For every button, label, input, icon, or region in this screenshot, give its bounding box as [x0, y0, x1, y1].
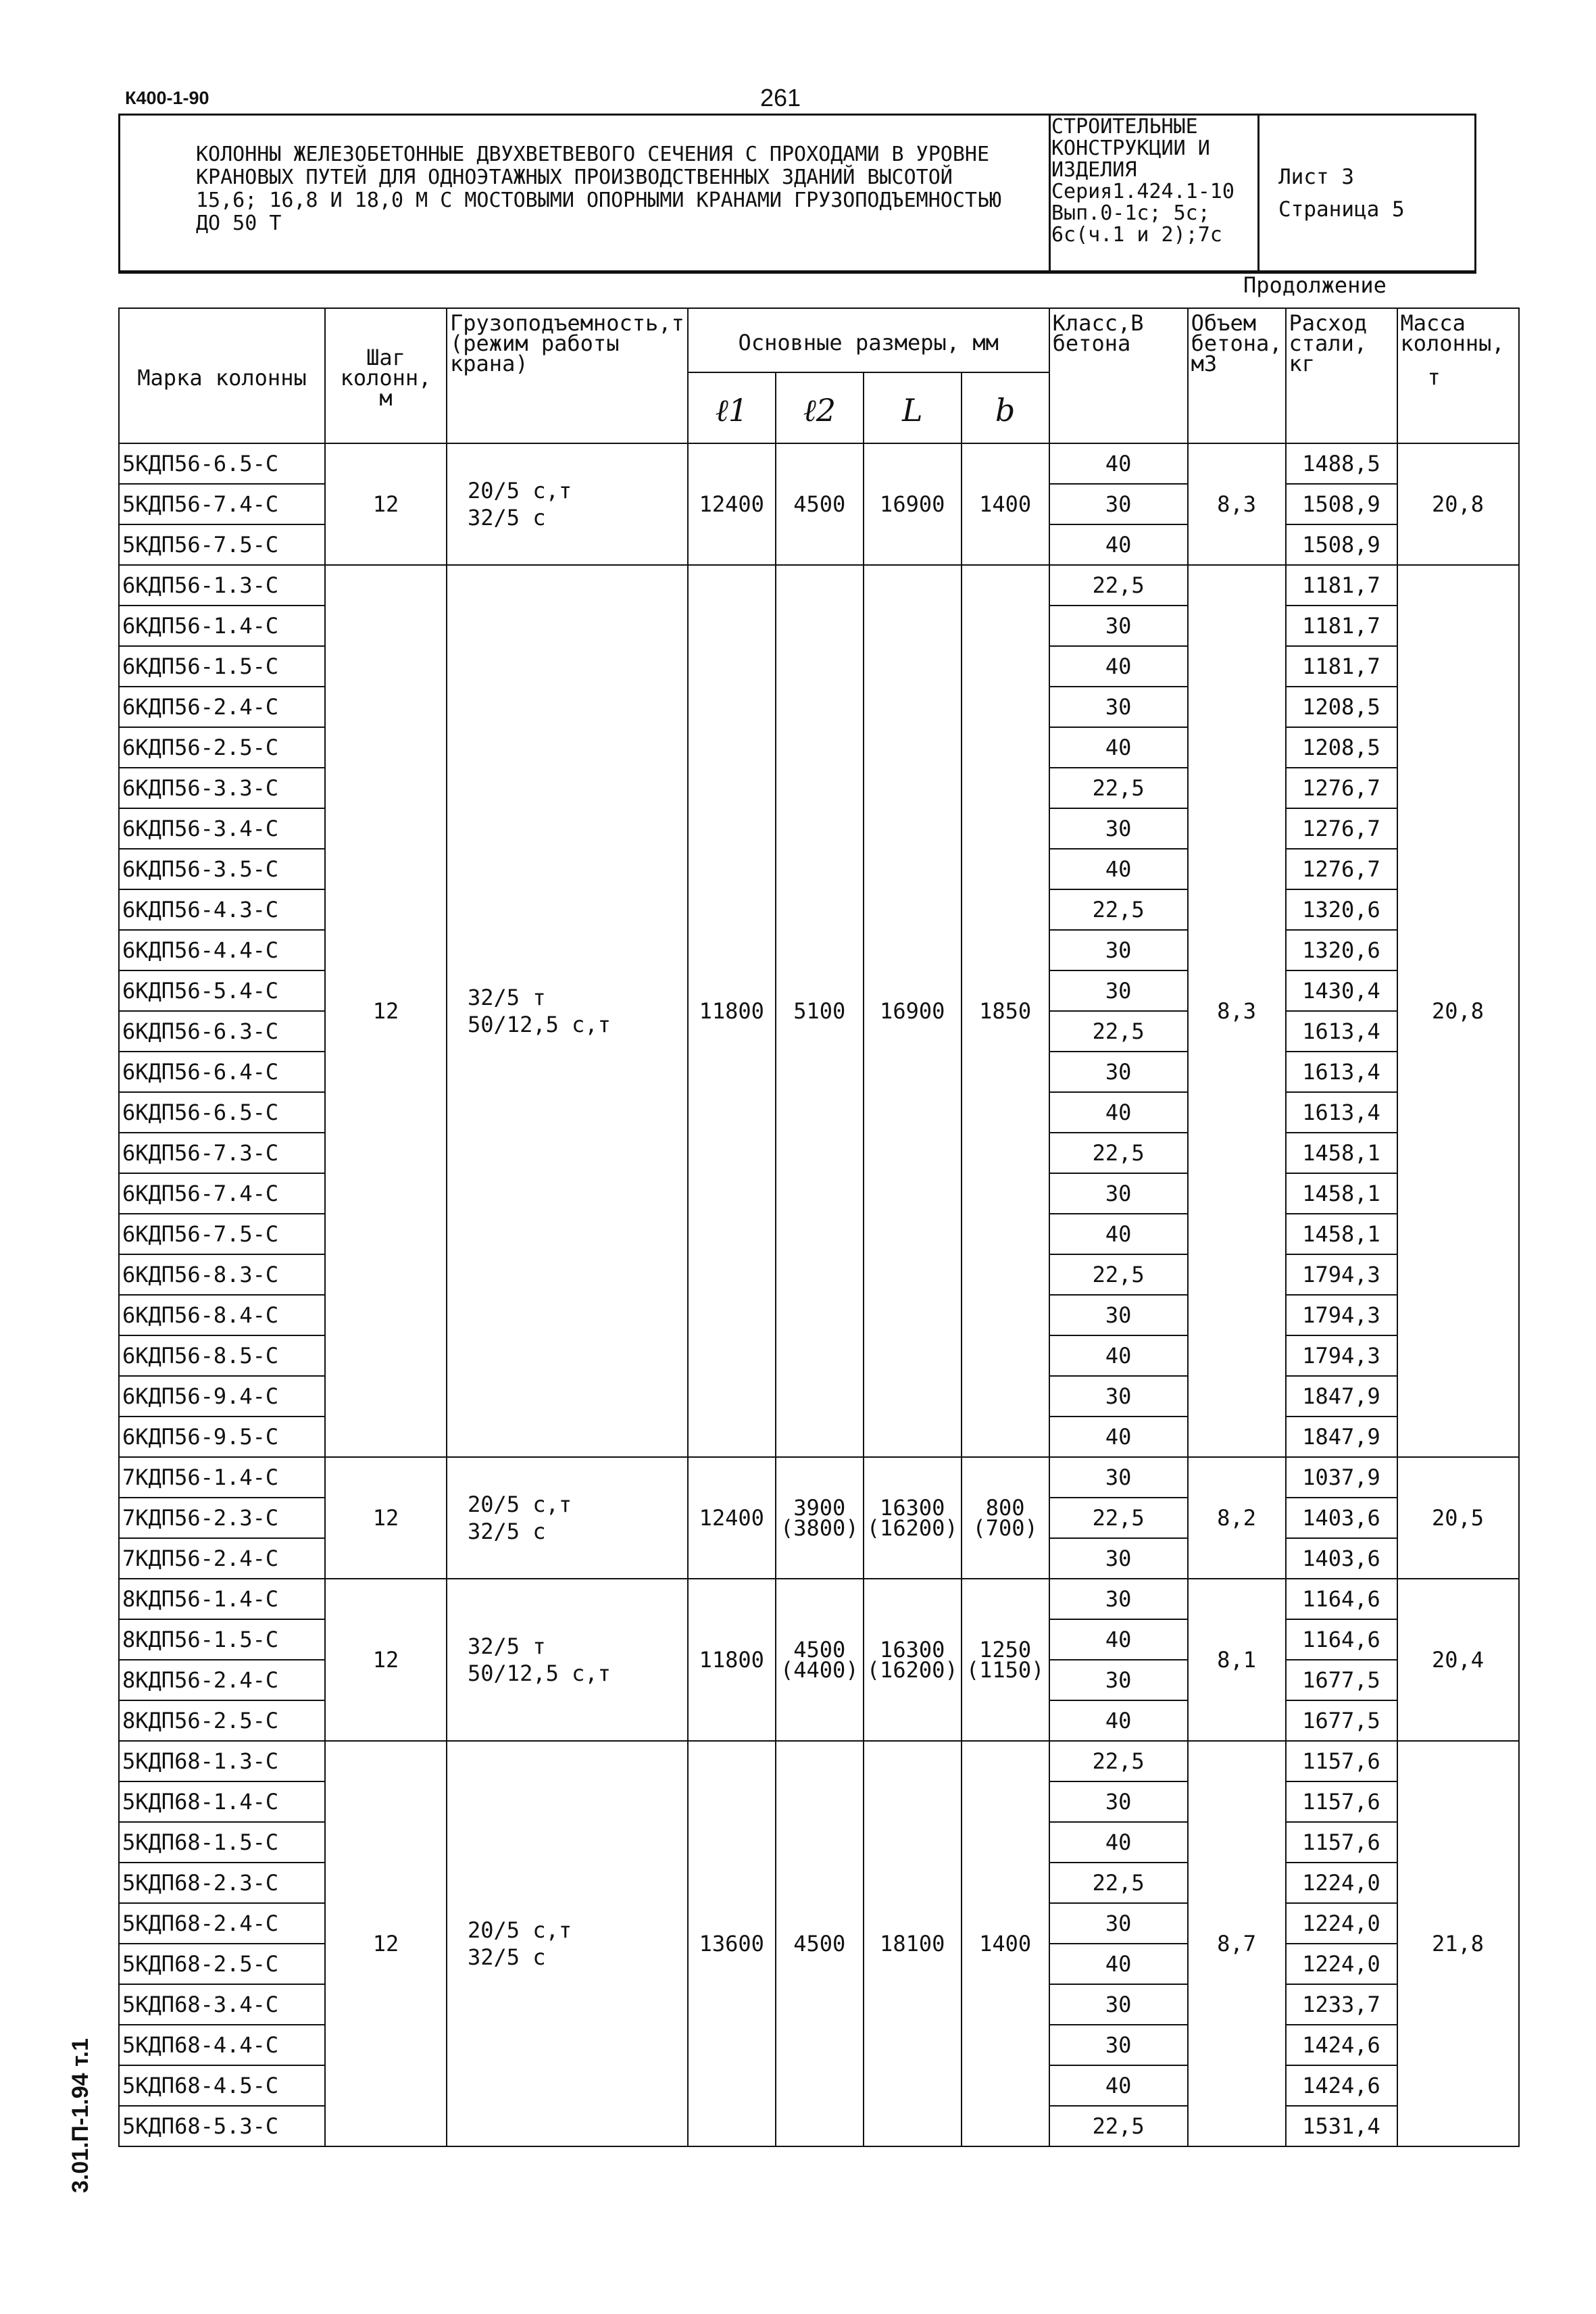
- cell-steel: 1488,5: [1286, 443, 1397, 484]
- cell-mark: 6КДП56-4.3-С: [119, 889, 325, 930]
- cell-mass: 20,4: [1397, 1579, 1519, 1741]
- cell-class: 30: [1049, 1457, 1188, 1498]
- cell-L: 16900: [864, 565, 962, 1457]
- cell-steel: 1208,5: [1286, 687, 1397, 727]
- cell-mark: 5КДП68-5.3-С: [119, 2106, 325, 2146]
- cell-mark: 8КДП56-1.4-С: [119, 1579, 325, 1619]
- cell-mark: 6КДП56-9.4-С: [119, 1376, 325, 1417]
- cell-b: 1400: [962, 1741, 1049, 2146]
- cell-mark: 6КДП56-3.3-С: [119, 768, 325, 808]
- cell-class: 22,5: [1049, 1498, 1188, 1538]
- cell-class: 22,5: [1049, 1011, 1188, 1052]
- cell-steel: 1181,7: [1286, 606, 1397, 646]
- cell-l1: 11800: [688, 1579, 776, 1741]
- cell-mark: 5КДП68-1.4-С: [119, 1781, 325, 1822]
- document-title: КОЛОННЫ ЖЕЛЕЗОБЕТОННЫЕ ДВУХВЕТВЕВОГО СЕЧЕНИЯ С ПРОХОДАМИ В УРОВНЕ КРАНОВЫХ ПУТЕЙ ДЛЯ ОДНОЭТАЖНЫХ ПРОИЗВОДСТВЕННЫХ ЗДАНИЙ ВЫСОТОЙ 15,6; 16,8 И 18,0 М С МОСТОВЫМИ ОПОРНЫМИ КРАНАМИ ГРУЗОПОДЪЕМНОСТЬЮ ДО 50 Т: [196, 143, 1002, 235]
- cell-class: 30: [1049, 808, 1188, 849]
- cell-volume: 8,7: [1188, 1741, 1286, 2146]
- table-row: [119, 1457, 1519, 1498]
- cell-steel: 1403,6: [1286, 1538, 1397, 1579]
- cell-class: 30: [1049, 1903, 1188, 1944]
- cell-steel: 1458,1: [1286, 1133, 1397, 1173]
- cell-mark: 6КДП56-7.4-С: [119, 1173, 325, 1214]
- cell-steel: 1794,3: [1286, 1254, 1397, 1295]
- cell-class: 40: [1049, 1417, 1188, 1457]
- cell-steel: 1157,6: [1286, 1781, 1397, 1822]
- cell-class: 40: [1049, 1944, 1188, 1984]
- cell-steel: 1320,6: [1286, 930, 1397, 970]
- cell-steel: 1508,9: [1286, 484, 1397, 524]
- cell-class: 40: [1049, 1822, 1188, 1863]
- cell-capacity: 20/5 с,т 32/5 с: [447, 443, 688, 565]
- cell-steel: 1424,6: [1286, 2025, 1397, 2065]
- table-row: [119, 565, 1519, 606]
- cell-steel: 1613,4: [1286, 1052, 1397, 1092]
- cell-L: 16300 (16200): [864, 1457, 962, 1579]
- cell-steel: 1403,6: [1286, 1498, 1397, 1538]
- cell-mass: 21,8: [1397, 1741, 1519, 2146]
- cell-steel: 1508,9: [1286, 524, 1397, 565]
- cell-l2: 4500: [776, 1741, 864, 2146]
- cell-volume: 8,1: [1188, 1579, 1286, 1741]
- cell-mark: 6КДП56-3.5-С: [119, 849, 325, 889]
- cell-mark: 5КДП56-7.5-С: [119, 524, 325, 565]
- cell-step: 12: [325, 565, 447, 1457]
- cell-steel: 1847,9: [1286, 1417, 1397, 1457]
- cell-steel: 1164,6: [1286, 1579, 1397, 1619]
- cell-l2: 4500 (4400): [776, 1579, 864, 1741]
- cell-steel: 1531,4: [1286, 2106, 1397, 2146]
- cell-class: 22,5: [1049, 1863, 1188, 1903]
- cell-mark: 6КДП56-8.3-С: [119, 1254, 325, 1295]
- cell-steel: 1224,0: [1286, 1903, 1397, 1944]
- cell-l2: 5100: [776, 565, 864, 1457]
- th-l2: ℓ2: [776, 372, 864, 443]
- cell-mark: 6КДП56-2.4-С: [119, 687, 325, 727]
- cell-step: 12: [325, 1579, 447, 1741]
- cell-class: 30: [1049, 1173, 1188, 1214]
- cell-L: 16900: [864, 443, 962, 565]
- cell-mark: 6КДП56-7.3-С: [119, 1133, 325, 1173]
- cell-L: 16300 (16200): [864, 1579, 962, 1741]
- cell-class: 30: [1049, 687, 1188, 727]
- cell-steel: 1847,9: [1286, 1376, 1397, 1417]
- cell-class: 40: [1049, 727, 1188, 768]
- cell-steel: 1037,9: [1286, 1457, 1397, 1498]
- cell-class: 22,5: [1049, 1133, 1188, 1173]
- cell-volume: 8,2: [1188, 1457, 1286, 1579]
- cell-steel: 1276,7: [1286, 808, 1397, 849]
- cell-class: 30: [1049, 1781, 1188, 1822]
- cell-volume: 8,3: [1188, 565, 1286, 1457]
- cell-class: 40: [1049, 2065, 1188, 2106]
- cell-mark: 6КДП56-6.4-С: [119, 1052, 325, 1092]
- cell-mark: 6КДП56-5.4-С: [119, 970, 325, 1011]
- cell-mark: 5КДП68-1.3-С: [119, 1741, 325, 1781]
- sheet-info: [1278, 161, 1405, 226]
- cell-capacity: 20/5 с,т 32/5 с: [447, 1741, 688, 2146]
- cell-b: 1250 (1150): [962, 1579, 1049, 1741]
- cell-class: 30: [1049, 970, 1188, 1011]
- th-steel: [1286, 308, 1397, 443]
- sheet-label: Лист 3: [1278, 165, 1354, 189]
- cell-mark: 8КДП56-2.4-С: [119, 1660, 325, 1700]
- cell-L: 18100: [864, 1741, 962, 2146]
- th-mark-text: Марка колонны: [137, 365, 307, 391]
- cell-steel: 1794,3: [1286, 1295, 1397, 1335]
- cell-steel: 1458,1: [1286, 1214, 1397, 1254]
- cell-mark: 6КДП56-8.4-С: [119, 1295, 325, 1335]
- cell-mark: 5КДП68-3.4-С: [119, 1984, 325, 2025]
- cell-b: 800 (700): [962, 1457, 1049, 1579]
- cell-class: 40: [1049, 524, 1188, 565]
- cell-mark: 6КДП56-6.5-С: [119, 1092, 325, 1133]
- cell-mark: 6КДП56-9.5-С: [119, 1417, 325, 1457]
- th-mass-text: Масса колонны,: [1400, 310, 1505, 356]
- cell-mark: 6КДП56-6.3-С: [119, 1011, 325, 1052]
- cell-class: 30: [1049, 1579, 1188, 1619]
- th-steel-text: Расход стали, кг: [1289, 310, 1368, 376]
- cell-class: 40: [1049, 1700, 1188, 1741]
- cell-mass: 20,5: [1397, 1457, 1519, 1579]
- cell-class: 22,5: [1049, 1741, 1188, 1781]
- cell-class: 30: [1049, 930, 1188, 970]
- table-body: [119, 443, 1519, 2146]
- cell-mark: 6КДП56-3.4-С: [119, 808, 325, 849]
- cell-steel: 1677,5: [1286, 1660, 1397, 1700]
- cell-class: 30: [1049, 2025, 1188, 2065]
- cell-class: 40: [1049, 1619, 1188, 1660]
- cell-class: 30: [1049, 1052, 1188, 1092]
- continuation-label: Продолжение: [1243, 272, 1387, 298]
- th-l1: ℓ1: [688, 372, 776, 443]
- th-volume-text: Объем бетона, м3: [1191, 310, 1282, 376]
- cell-class: 30: [1049, 1984, 1188, 2025]
- cell-mark: 5КДП56-7.4-С: [119, 484, 325, 524]
- cell-steel: 1157,6: [1286, 1741, 1397, 1781]
- cell-steel: 1181,7: [1286, 646, 1397, 687]
- cell-steel: 1424,6: [1286, 2065, 1397, 2106]
- cell-class: 30: [1049, 484, 1188, 524]
- cell-l1: 12400: [688, 1457, 776, 1579]
- cell-steel: 1430,4: [1286, 970, 1397, 1011]
- cell-mark: 8КДП56-1.5-С: [119, 1619, 325, 1660]
- th-class: [1049, 308, 1188, 443]
- cell-class: 40: [1049, 443, 1188, 484]
- cell-l2: 3900 (3800): [776, 1457, 864, 1579]
- cell-class: 30: [1049, 606, 1188, 646]
- cell-mark: 5КДП68-2.5-С: [119, 1944, 325, 1984]
- cell-steel: 1181,7: [1286, 565, 1397, 606]
- cell-steel: 1164,6: [1286, 1619, 1397, 1660]
- cell-class: 22,5: [1049, 565, 1188, 606]
- cell-mark: 6КДП56-1.3-С: [119, 565, 325, 606]
- header-row-1: [119, 308, 1519, 372]
- cell-steel: 1613,4: [1286, 1011, 1397, 1052]
- th-dims: [688, 308, 1049, 372]
- cell-mark: 7КДП56-2.3-С: [119, 1498, 325, 1538]
- side-stamp: 3.01.П-1.94 т.1: [68, 2038, 93, 2193]
- cell-mark: 7КДП56-2.4-С: [119, 1538, 325, 1579]
- cell-mark: 6КДП56-8.5-С: [119, 1335, 325, 1376]
- page-number: 261: [760, 84, 801, 112]
- cell-class: 40: [1049, 646, 1188, 687]
- th-step-unit: м: [379, 385, 393, 411]
- th-L: L: [864, 372, 962, 443]
- cell-steel: 1677,5: [1286, 1700, 1397, 1741]
- cell-class: 40: [1049, 1092, 1188, 1133]
- cell-mark: 6КДП56-4.4-С: [119, 930, 325, 970]
- cell-l1: 11800: [688, 565, 776, 1457]
- th-dims-text: Основные размеры, мм: [738, 329, 999, 355]
- th-step: [325, 308, 447, 443]
- cell-mark: 5КДП68-4.5-С: [119, 2065, 325, 2106]
- th-step-text: Шаг колонн,: [340, 345, 432, 391]
- cell-class: 40: [1049, 1214, 1188, 1254]
- cell-mark: 5КДП56-6.5-С: [119, 443, 325, 484]
- cell-volume: 8,3: [1188, 443, 1286, 565]
- th-volume: [1188, 308, 1286, 443]
- th-capacity-text: Грузоподъемность,т (режим работы крана): [450, 310, 684, 376]
- cell-l1: 12400: [688, 443, 776, 565]
- th-class-text: Класс,В бетона: [1052, 310, 1144, 356]
- cell-capacity: 32/5 т 50/12,5 с,т: [447, 1579, 688, 1741]
- cell-step: 12: [325, 443, 447, 565]
- cell-class: 22,5: [1049, 2106, 1188, 2146]
- cell-b: 1400: [962, 443, 1049, 565]
- cell-steel: 1157,6: [1286, 1822, 1397, 1863]
- cell-b: 1850: [962, 565, 1049, 1457]
- cell-l2: 4500: [776, 443, 864, 565]
- cell-capacity: 20/5 с,т 32/5 с: [447, 1457, 688, 1579]
- table-row: [119, 443, 1519, 484]
- cell-steel: 1224,0: [1286, 1944, 1397, 1984]
- th-mass: [1397, 308, 1519, 443]
- cell-steel: 1320,6: [1286, 889, 1397, 930]
- page-label: Страница 5: [1278, 197, 1405, 222]
- cell-step: 12: [325, 1457, 447, 1579]
- cell-mark: 5КДП68-4.4-С: [119, 2025, 325, 2065]
- cell-class: 30: [1049, 1538, 1188, 1579]
- th-capacity: [447, 308, 688, 443]
- cell-mark: 5КДП68-2.3-С: [119, 1863, 325, 1903]
- cell-class: 22,5: [1049, 1254, 1188, 1295]
- cell-class: 40: [1049, 1335, 1188, 1376]
- cell-mark: 6КДП56-1.5-С: [119, 646, 325, 687]
- cell-capacity: 32/5 т 50/12,5 с,т: [447, 565, 688, 1457]
- cell-mark: 6КДП56-1.4-С: [119, 606, 325, 646]
- cell-steel: 1224,0: [1286, 1863, 1397, 1903]
- cell-steel: 1794,3: [1286, 1335, 1397, 1376]
- cell-class: 22,5: [1049, 889, 1188, 930]
- th-b: b: [962, 372, 1049, 443]
- cell-class: 30: [1049, 1376, 1188, 1417]
- cell-class: 40: [1049, 849, 1188, 889]
- column-spec-table: [118, 307, 1520, 2147]
- cell-mass: 20,8: [1397, 443, 1519, 565]
- cell-step: 12: [325, 1741, 447, 2146]
- cell-l1: 13600: [688, 1741, 776, 2146]
- cell-mark: 8КДП56-2.5-С: [119, 1700, 325, 1741]
- th-mass-unit: т: [1427, 364, 1441, 390]
- cell-mass: 20,8: [1397, 565, 1519, 1457]
- cell-steel: 1276,7: [1286, 849, 1397, 889]
- cell-mark: 6КДП56-7.5-С: [119, 1214, 325, 1254]
- cell-mark: 6КДП56-2.5-С: [119, 727, 325, 768]
- cell-class: 22,5: [1049, 768, 1188, 808]
- cell-mark: 5КДП68-1.5-С: [119, 1822, 325, 1863]
- series-info: СТРОИТЕЛЬНЫЕ КОНСТРУКЦИИ И ИЗДЕЛИЯ Серия1.424.1-10 Вып.0-1с; 5с; 6с(ч.1 и 2);7с: [1051, 115, 1235, 247]
- table-row: [119, 1579, 1519, 1619]
- cell-class: 30: [1049, 1660, 1188, 1700]
- cell-steel: 1613,4: [1286, 1092, 1397, 1133]
- document-code: К400-1-90: [125, 88, 209, 108]
- table-row: [119, 1741, 1519, 1781]
- cell-steel: 1276,7: [1286, 768, 1397, 808]
- cell-steel: 1208,5: [1286, 727, 1397, 768]
- cell-class: 30: [1049, 1295, 1188, 1335]
- th-mark: [119, 308, 325, 443]
- cell-mark: 7КДП56-1.4-С: [119, 1457, 325, 1498]
- cell-steel: 1458,1: [1286, 1173, 1397, 1214]
- cell-mark: 5КДП68-2.4-С: [119, 1903, 325, 1944]
- cell-steel: 1233,7: [1286, 1984, 1397, 2025]
